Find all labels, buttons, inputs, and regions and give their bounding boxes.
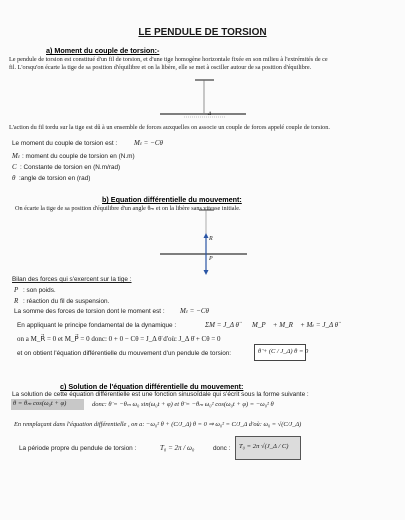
action-text: L'action du fil tordu sur la tige est dû à un ensemble de forces auxquelles on associe un couple de forces appelé couple de torsion. xyxy=(9,124,330,131)
intro-line-1: Le pendule de torsion est constitué d'un fil de torsion, et d'une tige homogène horizontale fixée en son milieu à l'extrémités de ce xyxy=(9,56,328,63)
symbol-p: P⃗ xyxy=(14,286,24,294)
figure-1-pendulum xyxy=(160,80,246,117)
def-mt: : moment du couple de torsion en (N.m) xyxy=(22,153,135,160)
period-donc: donc : xyxy=(213,445,231,452)
section-b-heading: b) Equation différentielle du mouvement: xyxy=(102,195,242,204)
solution-eq: θ = θₘ cos(ω₀t + φ) xyxy=(13,400,67,407)
section-c-heading: c) Solution de l'équation différentielle du mouvement: xyxy=(60,382,244,391)
period-eq-1: T₀ = 2π / ω₀ xyxy=(160,444,195,452)
symbol-r: R⃗ xyxy=(14,297,24,305)
symbol-c: C xyxy=(12,163,17,171)
solution-highlight xyxy=(11,399,84,410)
section-b-intro: On écarte la tige de sa position d'équilibre d'un angle θₘ et on la libère sans vitesse initiale. xyxy=(15,205,241,212)
period-formula: T₀ = 2π √(J_Δ / C) xyxy=(239,443,289,450)
def-theta: :angle de torsion en (rad) xyxy=(19,175,91,182)
delta-label: Δ xyxy=(208,111,212,117)
force-sum-equation: Mₜ = −Cθ xyxy=(180,307,209,315)
page-title: LE PENDULE DE TORSION xyxy=(138,27,267,38)
period-box xyxy=(235,436,301,460)
diffeq: θ̈ + (C / J_Δ) θ = 0 xyxy=(258,348,309,355)
label-p: P⃗ xyxy=(209,256,218,262)
section-c-intro: La solution de cette équation différentielle est une fonction sinusoïdale qui s'écrit sous la forme suivante : xyxy=(12,391,309,398)
force-p: : son poids. xyxy=(23,287,56,294)
on-a-line: on a M_R⃗ = 0 et M_P⃗ = 0 donc: 0 + 0 − Cθ = J_Δ θ̈ d'où: J_Δ θ̈ + Cθ = 0 xyxy=(17,335,221,343)
force-sum: La somme des forces de torsion dont le moment est : xyxy=(14,308,165,315)
period-text: La période propre du pendule de torsion : xyxy=(19,445,137,452)
principle-text: En appliquant le principe fondamental de la dynamique : xyxy=(17,322,177,329)
force-r: : réaction du fil de suspension. xyxy=(23,298,110,305)
derivatives-line: donc: θ̇ = −θₘ ω₀ sin(ω₀t + φ) et θ̈ = −θₘ ω₀² cos(ω₀t + φ) = −ω₀² θ xyxy=(92,401,274,408)
principle-eq-2: M_P⃗ + M_R⃗ + Mₜ = J_Δ θ̈ xyxy=(252,321,339,329)
section-a-heading: a) Moment du couple de torsion:- xyxy=(46,46,160,55)
forces-title: Bilan des forces qui s'exercent sur la tige : xyxy=(12,276,132,283)
intro-line-2: fil. L'orsqu'on écarte la tige de sa position d'équilibre et on la libère, elle se met à osciller autour de sa position d'équilibre. xyxy=(9,64,312,71)
moment-line: Le moment du couple de torsion est : xyxy=(12,140,118,147)
obtain-text: et on obtient l'équation différentielle du mouvement d'un pendule de torsion: xyxy=(17,350,232,357)
principle-eq-1: ΣM = J_Δ θ̈ xyxy=(205,321,239,329)
symbol-theta: θ xyxy=(12,174,16,182)
replace-line: En remplaçant dans l'équation différentielle , on a: −ω₀² θ + (C/J_Δ) θ = 0 ⇒ ω₀² = C/J_Δ d'où: ω₀ = √(C/J_Δ) xyxy=(14,421,302,428)
diffeq-box xyxy=(254,344,309,361)
figure-2-forces xyxy=(160,210,247,275)
def-c: : Constante de torsion en (N.m/rad) xyxy=(20,164,121,171)
moment-equation: Mₜ = −Cθ xyxy=(134,139,163,147)
label-r: R⃗ xyxy=(209,236,218,242)
symbol-mt: Mₜ xyxy=(12,152,20,160)
